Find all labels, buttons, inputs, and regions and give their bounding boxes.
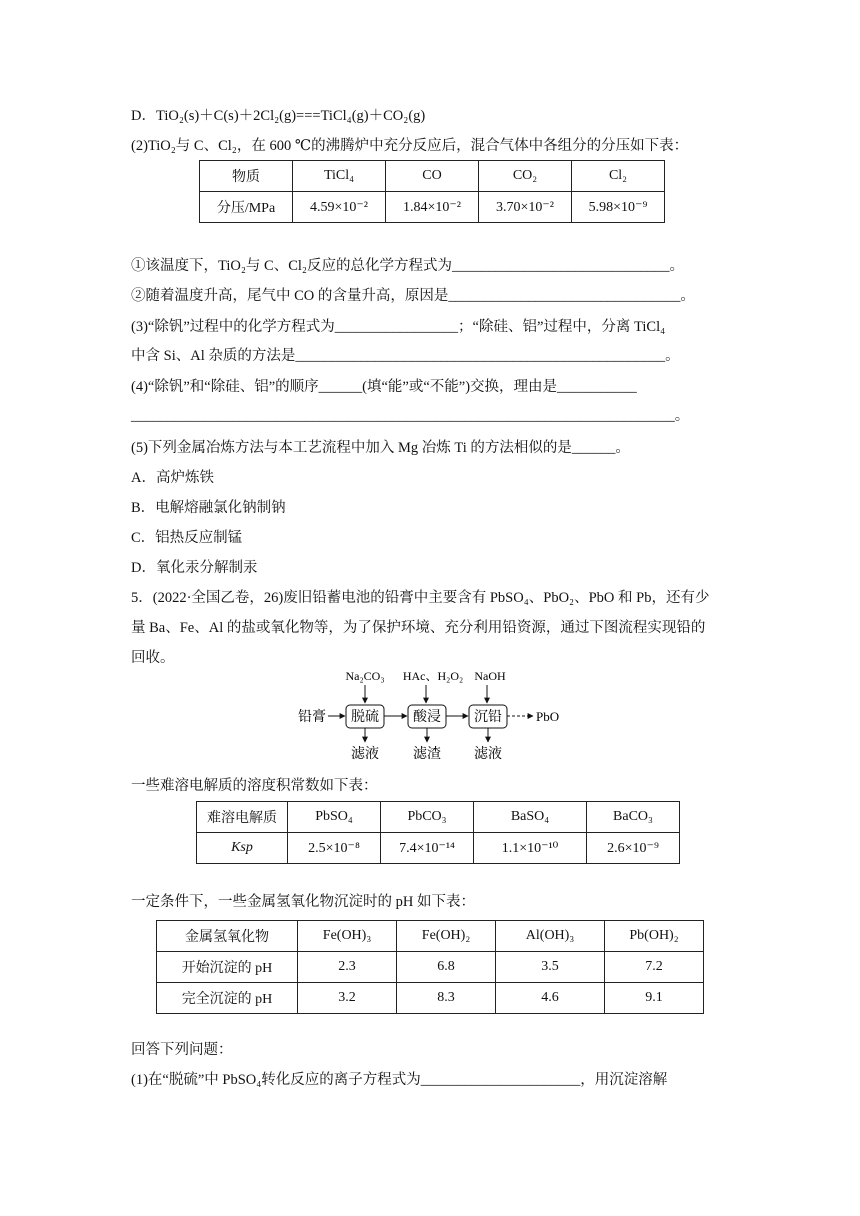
table-header-cell: PbCO₃ [381, 802, 474, 833]
table-row [200, 161, 665, 192]
table-cell: 8.3 [397, 983, 496, 1014]
ph-intro: 一定条件下，一些金属氢氧化物沉淀时的 pH 如下表： [131, 894, 475, 910]
step-label-3: 沉铅 [474, 710, 502, 725]
table-header-cell: CO₂ [479, 161, 572, 192]
table-header-cell: TiCl₄ [293, 161, 386, 192]
choice-c: C．铝热反应制锰 [131, 530, 243, 546]
table-header-cell: Pb(OH)₂ [605, 921, 704, 952]
table-row [200, 192, 665, 223]
table-cell: 1.1×10⁻¹⁰ [474, 833, 587, 864]
choice-d: D．氧化汞分解制汞 [131, 560, 258, 576]
step-label-1: 脱硫 [351, 710, 379, 725]
process-flow-diagram [290, 666, 580, 762]
table-header-cell: 难溶电解质 [197, 802, 288, 833]
reagent-label-1: Na₂CO₃ [345, 669, 385, 683]
table-cell: 2.5×10⁻⁸ [288, 833, 381, 864]
partial-pressure-table [199, 160, 665, 223]
output-label-2: 滤渣 [413, 747, 441, 762]
question-5-text: (5)下列金属冶炼方法与本工艺流程中加入 Mg 冶炼 Ti 的方法相似的是______。 [131, 440, 630, 456]
table-row [197, 802, 680, 833]
table-cell: 开始沉淀的 pH [157, 952, 298, 983]
answer-prompt: 回答下列问题： [131, 1042, 233, 1058]
table-header-cell: 金属氢氧化物 [157, 921, 298, 952]
table-row [157, 983, 704, 1014]
problem-5-line-2: 量 Ba、Fe、Al 的盐或氧化物等，为了保护环境、充分利用铅资源，通过下图流程实现铅的 [131, 620, 706, 636]
table-header-cell: BaSO₄ [474, 802, 587, 833]
question-2-text: (2)TiO₂与 C、Cl₂，在 600 ℃的沸腾炉中充分反应后，混合气体中各组分的分压如下表： [131, 138, 689, 154]
choice-b: B．电解熔融氯化钠制钠 [131, 500, 286, 516]
table-cell: 5.98×10⁻⁹ [572, 192, 665, 223]
table-cell: 4.59×10⁻² [293, 192, 386, 223]
sub-question-1: ①该温度下，TiO₂与 C、Cl₂反应的总化学方程式为______________________________。 [131, 258, 684, 274]
flow-end-label: PbO [536, 709, 560, 724]
table-cell: 6.8 [397, 952, 496, 983]
ksp-table [196, 801, 680, 864]
reagent-label-3: NaOH [474, 669, 506, 683]
table-cell: 完全沉淀的 pH [157, 983, 298, 1014]
table-header-cell: CO [386, 161, 479, 192]
table-cell: 7.4×10⁻¹⁴ [381, 833, 474, 864]
output-label-1: 滤液 [351, 747, 379, 762]
table-cell: 3.5 [496, 952, 605, 983]
ksp-intro: 一些难溶电解质的溶度积常数如下表： [131, 778, 378, 794]
table-header-cell: Fe(OH)₂ [397, 921, 496, 952]
table-cell: 2.6×10⁻⁹ [587, 833, 680, 864]
table-row [197, 833, 680, 864]
table-cell: Ksp [197, 833, 288, 864]
table-cell: 9.1 [605, 983, 704, 1014]
option-d-equation: D．TiO₂(s)＋C(s)＋2Cl₂(g)===TiCl₄(g)＋CO₂(g) [131, 108, 426, 124]
table-header-cell: Fe(OH)₃ [298, 921, 397, 952]
table-cell: 7.2 [605, 952, 704, 983]
answer-question-1: (1)在“脱硫”中 PbSO₄转化反应的离子方程式为______________________，用沉淀溶解 [131, 1072, 668, 1088]
choice-a: A．高炉炼铁 [131, 470, 214, 486]
table-header-cell: Cl₂ [572, 161, 665, 192]
reagent-label-2: HAc、H₂O₂ [402, 669, 464, 683]
table-header-cell: Al(OH)₃ [496, 921, 605, 952]
table-row [157, 952, 704, 983]
table-cell: 3.70×10⁻² [479, 192, 572, 223]
table-cell: 分压/MPa [200, 192, 293, 223]
question-4-line-2: ___________________________________________________________________________。 [131, 408, 690, 424]
output-label-3: 滤液 [474, 747, 502, 762]
table-header-cell: BaCO₃ [587, 802, 680, 833]
ph-table [156, 920, 704, 1014]
question-3-line-1: (3)“除钒”过程中的化学方程式为_________________；“除硅、铝”过程中，分离 TiCl₄ [131, 319, 666, 335]
question-3-line-2: 中含 Si、Al 杂质的方法是___________________________________________________。 [131, 348, 680, 364]
question-4-line-1: (4)“除钒”和“除硅、铝”的顺序______(填“能”或“不能”)交换，理由是___________ [131, 379, 637, 395]
step-label-2: 酸浸 [413, 710, 441, 725]
problem-5-line-1: 5．(2022·全国乙卷，26)废旧铅蓄电池的铅膏中主要含有 PbSO₄、PbO₂、PbO 和 Pb，还有少 [131, 590, 710, 606]
table-cell: 4.6 [496, 983, 605, 1014]
flow-start-label: 铅膏 [298, 710, 326, 725]
table-header-cell: 物质 [200, 161, 293, 192]
problem-5-line-3: 回收。 [131, 650, 175, 666]
sub-question-2: ②随着温度升高，尾气中 CO 的含量升高，原因是________________________________。 [131, 288, 695, 304]
table-cell: 1.84×10⁻² [386, 192, 479, 223]
table-header-cell: PbSO₄ [288, 802, 381, 833]
table-cell: 3.2 [298, 983, 397, 1014]
table-row [157, 921, 704, 952]
table-cell: 2.3 [298, 952, 397, 983]
